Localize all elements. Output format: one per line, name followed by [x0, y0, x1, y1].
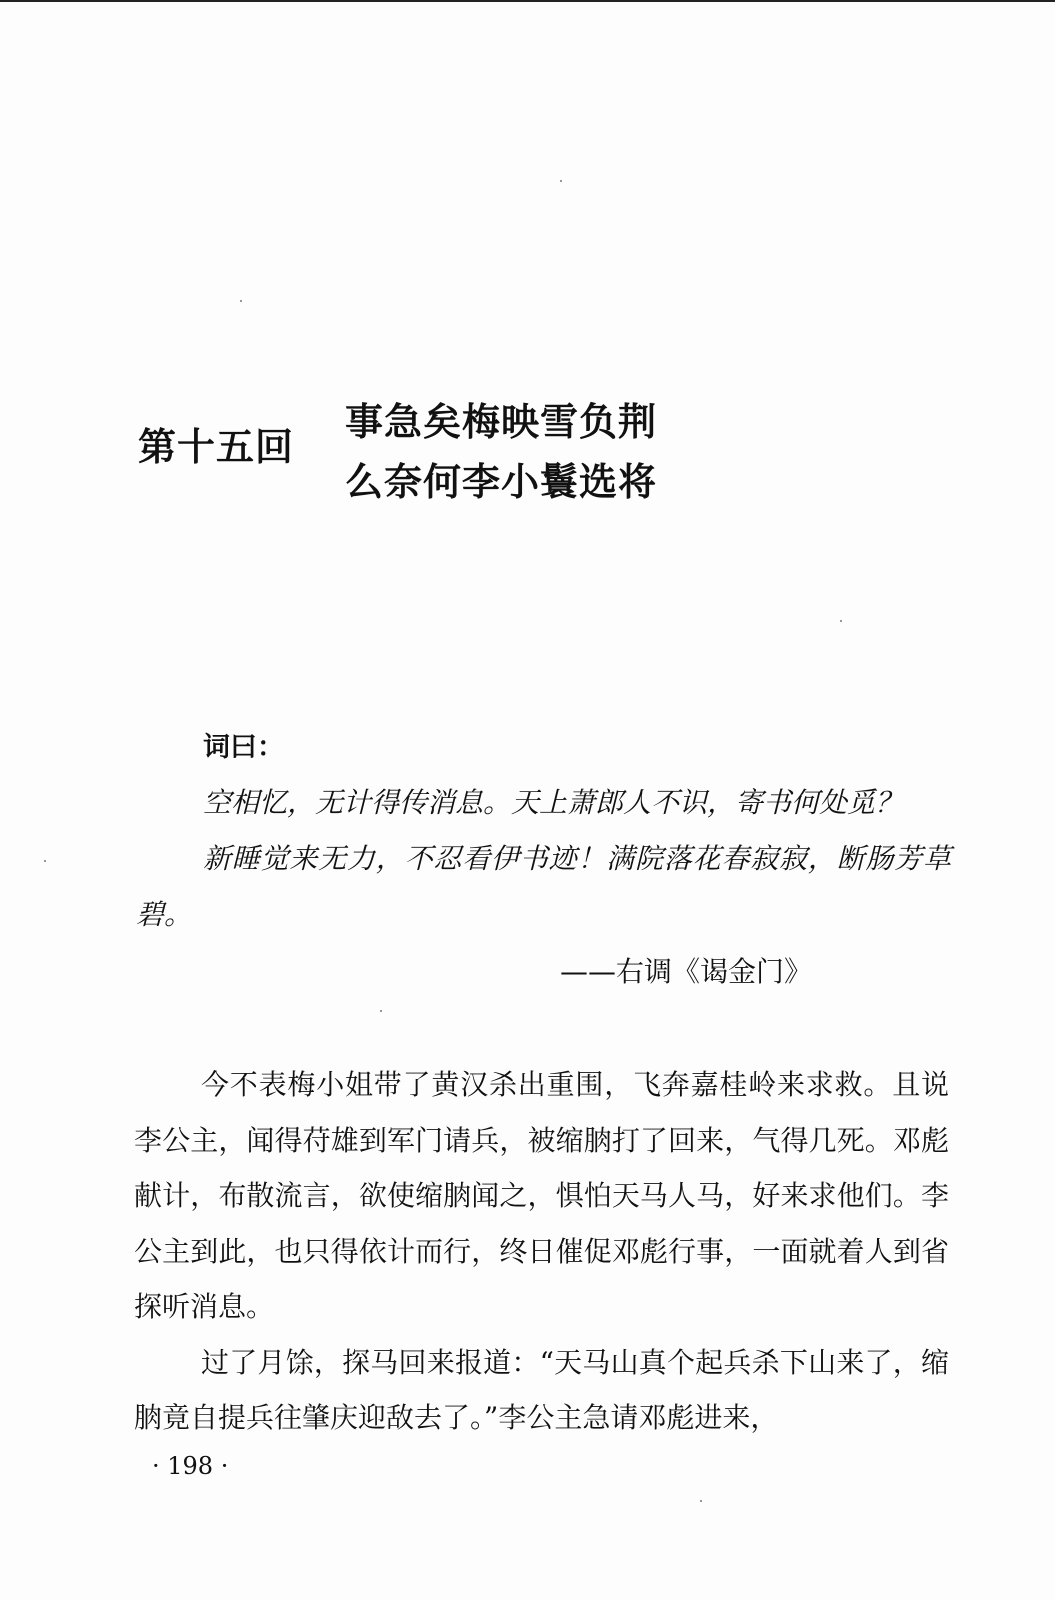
page-number: · 198 · [152, 1452, 229, 1480]
body-paragraph-1: 今不表梅小姐带了黄汉杀出重围，飞奔嘉桂岭来求救。且说李公主，闻得苻雄到军门请兵，被缩朒打了回来，气得几死。邓彪献计，布散流言，欲使缩朒闻之，惧怕天马人马，好来求他们。李公主到此，也只得依计而行，终日催促邓彪行事，一面就着人到省探听消息。 [134, 1068, 949, 1323]
body-paragraph-2: 过了月馀，探马回来报道：“天马山真个起兵杀下山来了，缩朒竟自提兵往肇庆迎敌去了。”李公主急请邓彪进来， [134, 1345, 949, 1434]
scan-speck [560, 180, 562, 182]
top-edge-rule [0, 0, 1055, 2]
scan-speck [380, 1010, 382, 1012]
scan-speck [700, 1500, 702, 1502]
chapter-title-line-1: 事急矣梅映雪负荆 [345, 399, 658, 444]
poem-label: 词曰： [203, 732, 284, 763]
poem-text [136, 775, 951, 943]
scan-speck [240, 300, 242, 302]
chapter-number: 第十五回 [138, 424, 295, 469]
poem-attribution: ——右调《谒金门》 [560, 955, 813, 988]
poem-stanza-2: 新睡觉来无力，不忍看伊书迹！满院落花春寂寂，断肠芳草碧。 [136, 842, 951, 931]
chapter-title [345, 392, 657, 512]
poem-stanza-1: 空相忆，无计得传消息。天上萧郎人不识，寄书何处觅？ [203, 786, 904, 819]
scan-speck [44, 860, 46, 862]
scan-speck [840, 620, 842, 622]
body-text [134, 1057, 949, 1446]
chapter-title-line-2: 么奈何李小鬟选将 [345, 459, 658, 504]
